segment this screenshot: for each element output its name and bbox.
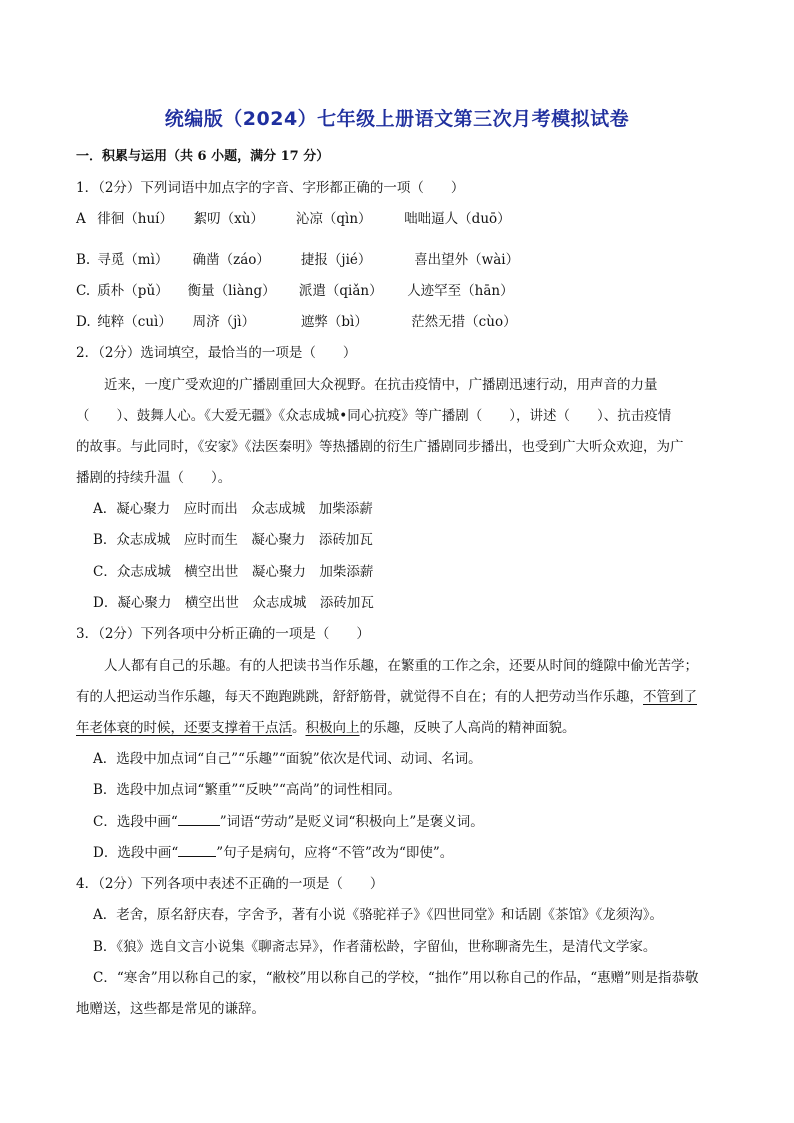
section-heading: 一．积累与运用（共 6 小题，满分 17 分） bbox=[76, 149, 330, 164]
question-2-passage-line: （ ）、鼓舞人心。《大爱无疆》《众志成城•同心抗疫》等广播剧（ ），讲述（ ）、抗击疫情 bbox=[76, 408, 672, 424]
passage-text: 。 bbox=[292, 720, 306, 736]
option-text: ”词语“劳动”是贬义词“积极向上”是褒义词。 bbox=[219, 814, 484, 830]
question-1-stem: 1．（2分）下列词语中加点字的字音、字形都正确的一项（ ） bbox=[76, 180, 465, 196]
question-3-option-d bbox=[93, 841, 453, 861]
question-1-option-d bbox=[76, 310, 517, 330]
question-4-option-a: A．老舍，原名舒庆春，字舍予，著有小说《骆驼祥子》《四世同堂》和话剧《茶馆》《龙须沟》。 bbox=[93, 907, 663, 923]
option-label: B. bbox=[76, 252, 91, 268]
passage-text: 的乐趣，反映了人高尚的精神面貌。 bbox=[359, 720, 576, 736]
question-1-option-c bbox=[76, 279, 514, 299]
passage-text: 当作乐趣， bbox=[575, 689, 643, 705]
question-3-option-c bbox=[93, 810, 484, 830]
option-word: 捷报（jié） bbox=[300, 252, 372, 268]
question-1-option-a bbox=[76, 207, 511, 227]
question-3-option-b: B．选段中加点词“繁重”“反映”“高尚”的词性相同。 bbox=[93, 782, 401, 798]
option-word: 周济（jì） bbox=[192, 314, 256, 330]
question-2-passage-line: 近来，一度广受欢迎的广播剧重回大众视野。在抗击疫情中，广播剧迅速行动，用声音的力量 bbox=[104, 377, 658, 393]
option-word: 茫然无措（cùo） bbox=[411, 314, 517, 330]
option-word: 人迹罕至（hān） bbox=[407, 283, 514, 299]
question-2-option-d: D．凝心聚力 横空出世 众志成城 添砖加瓦 bbox=[93, 595, 374, 611]
option-word: 咄咄逼人（duō） bbox=[404, 211, 511, 227]
underlined-text: 积极向上 bbox=[305, 720, 360, 736]
option-text: C．选段中画“ bbox=[93, 814, 178, 830]
option-word: 喜出望外（wài） bbox=[414, 252, 520, 268]
option-word: 徘徊（huí） bbox=[97, 211, 174, 227]
option-label: C. bbox=[76, 283, 91, 299]
option-word: 衡量（liàng） bbox=[187, 283, 276, 299]
question-3-passage-line bbox=[76, 716, 720, 736]
blank-line bbox=[178, 813, 220, 826]
question-3-stem: 3．（2分）下列各项中分析正确的一项是（ ） bbox=[76, 626, 370, 642]
blank-line bbox=[178, 844, 216, 857]
question-1-option-b bbox=[76, 248, 519, 268]
question-3-option-a: A．选段中加点词“自己”“乐趣”“面貌”依次是代词、动词、名词。 bbox=[93, 751, 482, 767]
option-word: 确凿（záo） bbox=[192, 252, 270, 268]
option-word: 遮弊（bì） bbox=[300, 314, 368, 330]
option-label: D. bbox=[76, 314, 91, 330]
question-2-option-a: A．凝心聚力 应时而出 众志成城 加柴添薪 bbox=[93, 501, 373, 517]
underlined-text: 不管到了 bbox=[643, 689, 697, 705]
underlined-text: 年老体衰的时候，还要支撑着干点活 bbox=[76, 720, 292, 736]
option-word: 派遣（qiǎn） bbox=[298, 283, 383, 299]
option-label: A bbox=[76, 211, 86, 227]
question-3-passage-line bbox=[76, 685, 720, 705]
option-word: 纯粹（cuì） bbox=[97, 314, 172, 330]
passage-text: 有的人把运动当作乐趣，每天不跑跑跳跳，舒舒筋骨，就觉得不自在；有的人把 bbox=[76, 689, 549, 705]
question-2-passage-line: 播剧的持续升温（ ）。 bbox=[76, 470, 232, 486]
option-word: 寻觅（mì） bbox=[97, 252, 169, 268]
passage-text: 劳动 bbox=[548, 689, 576, 705]
question-4-option-c-continued: 地赠送，这些都是常见的谦辞。 bbox=[76, 1001, 265, 1017]
option-word: 沁凉（qìn） bbox=[295, 211, 372, 227]
option-word: 絮叨（xù） bbox=[193, 211, 264, 227]
question-4-option-c: C．“寒舍”用以称自己的家，“敝校”用以称自己的学校，“拙作”用以称自己的作品，“惠赠”则是指恭敬 bbox=[93, 970, 699, 986]
option-text: ”句子是病句，应将“不管”改为“即使”。 bbox=[216, 845, 454, 861]
option-word: 质朴（pǔ） bbox=[97, 283, 169, 299]
exam-title: 统编版（2024）七年级上册语文第三次月考模拟试卷 bbox=[164, 108, 630, 130]
question-4-option-b: B．《狼》选自文言小说集《聊斋志异》，作者蒲松龄，字留仙，世称聊斋先生，是清代文学家。 bbox=[93, 939, 657, 955]
option-text: D．选段中画“ bbox=[93, 845, 179, 861]
question-2-passage-line: 的故事。与此同时，《安家》《法医秦明》等热播剧的衍生广播剧同步播出，也受到广大听众欢迎，为广 bbox=[76, 439, 684, 455]
question-2-option-c: C．众志成城 横空出世 凝心聚力 加柴添薪 bbox=[93, 564, 374, 580]
question-3-passage-line: 人人都有自己的乐趣。有的人把读书当作乐趣，在繁重的工作之余，还要从时间的缝隙中偷光苦学； bbox=[104, 658, 698, 674]
question-2-stem: 2．（2分）选词填空，最恰当的一项是（ ） bbox=[76, 345, 357, 361]
question-2-option-b: B．众志成城 应时而生 凝心聚力 添砖加瓦 bbox=[93, 532, 373, 548]
question-4-stem: 4．（2分）下列各项中表述不正确的一项是（ ） bbox=[76, 876, 384, 892]
